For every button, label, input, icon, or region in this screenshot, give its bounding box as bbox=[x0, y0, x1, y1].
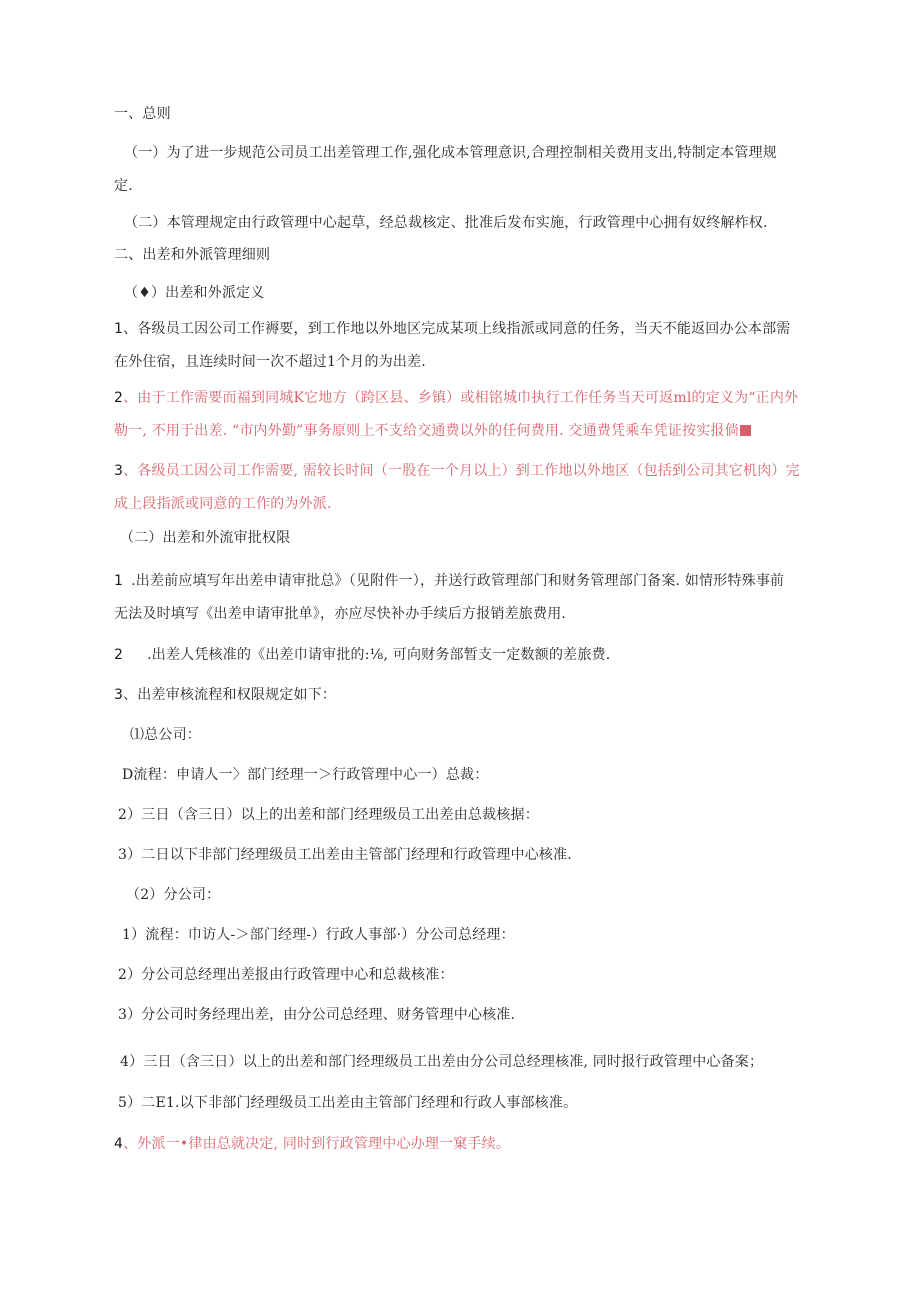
head-office-item-2: 2）三日（含三日）以上的出差和部门经理级员工出差由总裁核据： bbox=[118, 807, 539, 823]
approval-item-4-number: 4 bbox=[114, 1136, 124, 1152]
approval-item-2 bbox=[114, 645, 610, 665]
section-2-title: 二、出差和外派管理细则 bbox=[114, 247, 271, 263]
item-3-line2: 成上段指派或同意的工作的为外派. bbox=[114, 496, 332, 512]
approval-item-1-number: 1 bbox=[114, 573, 124, 589]
item-2-number: 2 bbox=[114, 390, 124, 406]
item-3-number: 3 bbox=[114, 463, 124, 479]
red-square-mark bbox=[740, 425, 751, 436]
branch-item-5: 5）二E1.以下非部门经理级员工出差由主管部门经理和行政人事部核准。 bbox=[118, 1095, 578, 1111]
item-1-line2: 在外住宿，且连续时间一次不超过1个月的为出差. bbox=[114, 354, 426, 370]
approval-item-2-number: 2 bbox=[114, 647, 124, 663]
item-1-line1: 、各级员工因公司工作褥要，到工作地以外地区完成某项上线指派或同意的任务，当天不能返回办公本部需 bbox=[123, 321, 791, 337]
approval-item-1-line1: .出差前应填写年出差申请审批总》（见附件一），并送行政管理部门和财务管理部门备案. 如情形特殊事前 bbox=[131, 573, 785, 589]
item-3-line1: 、各级员工因公司工作需要, 需较长时间（一股在一个月以上）到工作地以外地区（包括到公司其它机肉）完 bbox=[123, 463, 800, 479]
item-2 bbox=[114, 382, 854, 448]
para-general-2: （二）本管理规定由行政管理中心起草，经总裁核定、批准后发布实施，行政管理中心拥有奴终解柞权. bbox=[124, 215, 768, 231]
approval-item-4-text: 、外派一•律由总就决定, 同时到行政管理中心办理一窠手续。 bbox=[123, 1136, 511, 1152]
head-office-title: ⑴总公司： bbox=[130, 727, 201, 743]
approval-item-4 bbox=[114, 1134, 510, 1154]
head-office-item-1: D流程：申请人一〉部门经理一＞行政管理中心一）总裁： bbox=[122, 767, 489, 783]
approval-item-3-text: 、出差审核流程和权限规定如下： bbox=[123, 687, 337, 703]
item-2-line2: 勒一, 不用于出差. “市内外勤”事务原则上不支给交通费以外的任何费用. 交通费凭乘车凭证按实报倘 bbox=[114, 423, 739, 439]
para-general-1 bbox=[114, 137, 854, 203]
section-1-title: 一、总则 bbox=[114, 106, 171, 122]
approval-item-1 bbox=[114, 565, 854, 631]
branch-item-3: 3）分公司时务经理出差，由分公司总经理、财务管理中心核准. bbox=[118, 1007, 516, 1023]
branch-title: （2）分公司： bbox=[126, 887, 221, 903]
item-3 bbox=[114, 455, 854, 521]
approval-item-2-text: .出差人凭核准的《出差巾请审批的:⅛, 可向财务部暂支一定数额的差旅费. bbox=[147, 647, 611, 663]
branch-item-2: 2）分公司总经理出差报由行政管理中心和总裁核准： bbox=[118, 967, 454, 983]
approval-item-3 bbox=[114, 685, 336, 705]
subsection-approval-title: （二）出差和外流审批权限 bbox=[120, 530, 291, 546]
item-2-line1: 、由于工作需要而福到同城K它地方（跨区县、乡镇）或相铭城巾执行工作任务当天可返ml的定义为“正内外 bbox=[123, 390, 799, 406]
para-general-1-line1: （一）为了进一步规范公司员工出差管理工作,强化成本管理意识,合理控制相关费用支出,特制定本管理规 bbox=[124, 145, 777, 161]
item-1 bbox=[114, 313, 854, 379]
item-1-number: 1 bbox=[114, 321, 124, 337]
approval-item-1-line2: 无法及时填写《出差申请审批单》，亦应尽快补办手续后方报销差旅费用. bbox=[114, 606, 567, 622]
head-office-item-3: 3）二日以下非部门经理级员工出差由主管部门经理和行政管理中心核准. bbox=[118, 847, 572, 863]
subsection-definition-title: （♦）出差和外派定义 bbox=[124, 285, 265, 301]
approval-item-3-number: 3 bbox=[114, 687, 124, 703]
branch-item-1: 1）流程：巾访人-＞部门经理-）行政人事部·）分公司总经理： bbox=[122, 927, 515, 943]
branch-item-4: 4）三日（含三日）以上的出差和部门经理级员工出差由分公司总经理核准, 同时报行政管理中心备案； bbox=[120, 1054, 764, 1070]
para-general-1-line2: 定. bbox=[114, 178, 133, 194]
